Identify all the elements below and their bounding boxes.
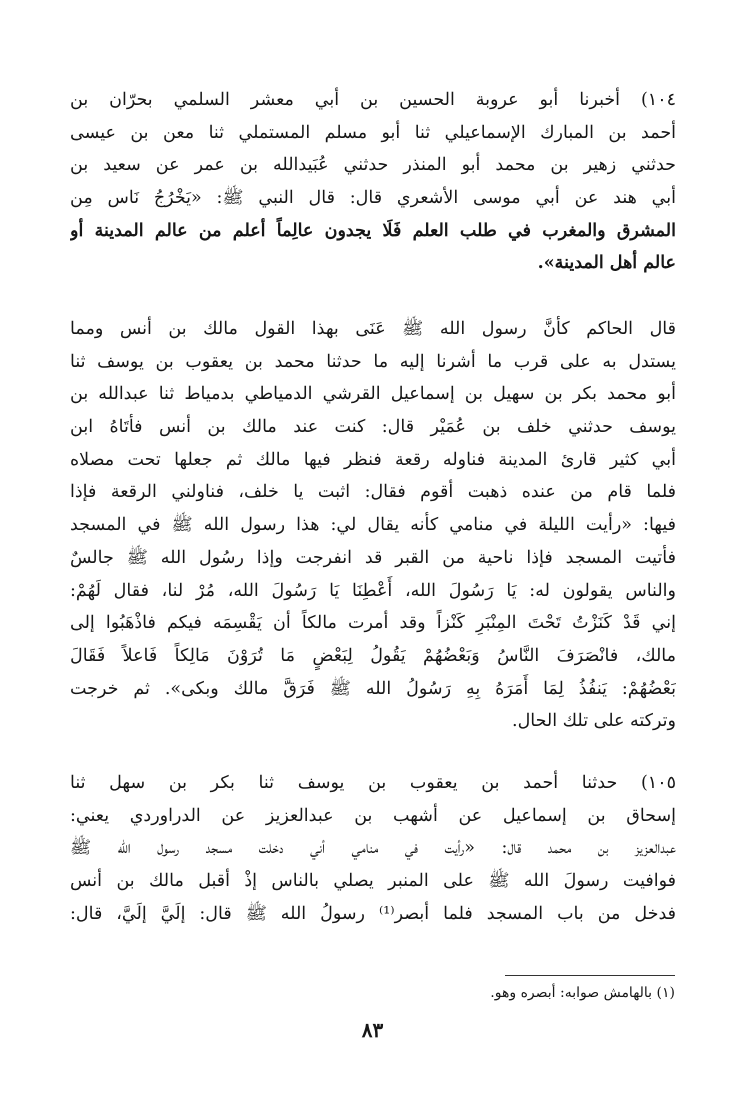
text-line: وتركته على تلك الحال. — [512, 711, 676, 732]
text-line: المشرق والمغرب في طلب العلم فَلَا يجدون عالِماً أعلم من عالم المدينة أو — [70, 220, 676, 241]
text-line: أبي كثير قارئ المدينة فناوله رقعة فنظر فيها مالك ثم جعلها تحت مصلاه — [70, 449, 676, 470]
text-line: ١٠٤) أخبرنا أبو عروبة الحسين بن أبي معشر السلمي بحرّان بن — [70, 90, 676, 110]
page-number: ٨٣ — [361, 1018, 384, 1042]
text-line: والناس يقولون له: يَا رَسُولَ الله، أَعْطِنَا يَا رَسُولَ الله، مُرْ لنا، فقال لَهُمْ: — [70, 580, 676, 601]
footnote-divider — [505, 975, 675, 976]
footnote: (١) بالهامش صوابه: أبصره وهو. — [490, 985, 675, 1001]
text-line: أبو محمد بكر بن سهيل بن إسماعيل القرشي الدمياطي بدمياط ثنا عبدالله بن — [70, 384, 676, 405]
text-line: عالم أهل المدينة». — [537, 253, 676, 274]
hadith-104 — [70, 84, 676, 280]
hakim-comment — [70, 313, 676, 738]
text-line: يستدل به على قرب ما أشرنا إليه ما حدثنا محمد بن يعقوب بن يوسف ثنا — [70, 351, 676, 372]
text-line: مالك، فانْصَرَفَ النَّاسُ وَبَعْضُهُمْ يَقُولُ لِبَعْضٍ مَا تُرَوْنَ مَالِكاً فَاعلاً فَقَالَ — [70, 645, 676, 666]
text-line: فأتيت المسجد فإذا ناحية من القبر قد انفرجت وإذا رسُول الله ﷺ جالسٌ — [70, 547, 676, 568]
text-line: يوسف حدثني خلف بن عُمَيْر قال: كنت عند مالك بن أنس فأتَاهُ ابن — [70, 417, 676, 438]
text-line: إسحاق بن إسماعيل عن أشهب بن عبدالعزيز عن الدراوردي يعني: — [70, 805, 676, 826]
text-line: حدثني زهير بن محمد أبو المنذر حدثني عُبَيدالله بن عمر عن سعيد بن — [70, 155, 676, 176]
hadith-105 — [70, 767, 676, 930]
text-line: فلما قام من عنده ذهبت أقوم فقال: اثبت يا خلف، فناولني الرقعة فإذا — [70, 482, 676, 503]
text-line: فوافيت رسولَ الله ﷺ على المنبر يصلي بالناس إذْ أقبل مالك بن أنس — [70, 871, 676, 892]
text-line: أبي هند عن أبي موسى الأشعري قال: قال النبي ﷺ: «يَخْرُجُ نَاس مِن — [70, 188, 676, 209]
text-line: إني قَدْ كَنَزْتُ تَحْتَ المِنْبَرِ كَنْزاً وقد أمرت مالكاً أن يَقْسِمَه فيكم فاذْهَبُوا إلى — [70, 613, 676, 634]
text-line: بَعْضُهُمْ: يَنفُذُ لِمَا أَمَرَهُ بِهِ رَسُولُ الله ﷺ فَرَقَّ مالك وبكى». ثم خرجت — [70, 678, 676, 699]
text-line: ١٠٥) حدثنا أحمد بن يعقوب بن يوسف ثنا بكر بن سهل ثنا — [70, 773, 676, 793]
text-line: فيها: «رأيت الليلة في منامي كأنه يقال لي: هذا رسول الله ﷺ في المسجد — [70, 515, 676, 536]
text-line: فدخل من باب المسجد فلما أبصر⁽¹⁾ رسولُ الله ﷺ قال: إلَيَّ إلَيَّ، قال: — [70, 903, 676, 924]
text-line: قال الحاكم كأنَّ رسول الله ﷺ عَنَى بهذا القول مالك بن أنس ومما — [70, 319, 676, 339]
text-line: أحمد بن المبارك الإسماعيلي ثنا أبو مسلم المستملي ثنا معن بن عيسى — [70, 122, 676, 143]
text-line: عبدالعزيز بن محمد قال: «رأيت في منامي أني دخلت مسجد رسول الله ﷺ — [70, 838, 676, 859]
